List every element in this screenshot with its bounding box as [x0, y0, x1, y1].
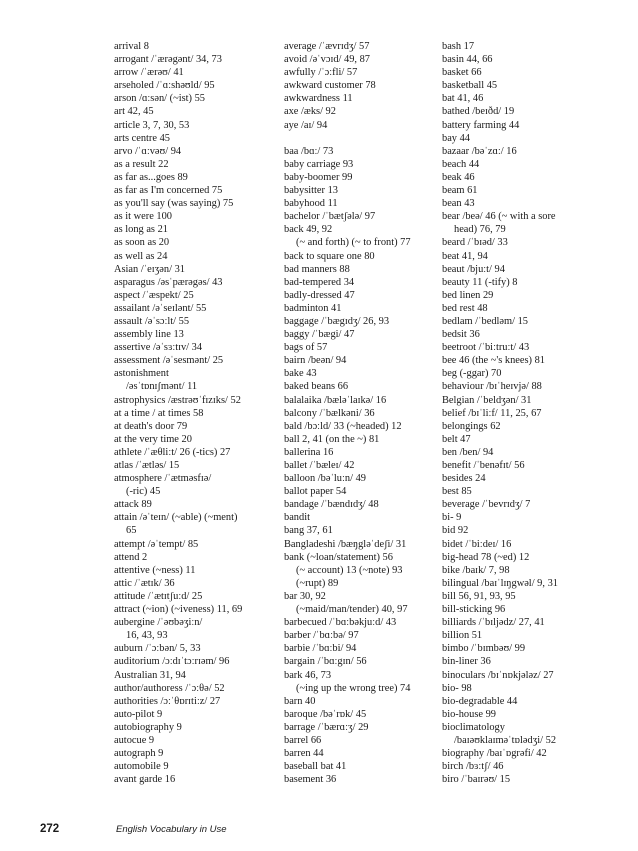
index-entry: baggy /ˈbægi/ 47	[284, 329, 355, 341]
index-entry: baa /bɑː/ 73	[284, 145, 334, 157]
index-entry: besides 24	[442, 473, 486, 485]
index-entry: beak 46	[442, 171, 475, 183]
index-entry: barren 44	[284, 748, 324, 760]
index-entry: benefit /ˈbenəfɪt/ 56	[442, 460, 525, 471]
index-entry: beach 44	[442, 158, 480, 170]
index-entry: arrival 8	[114, 41, 149, 52]
index-entry: bedsit 36	[442, 329, 480, 341]
index-entry: beam 61	[442, 185, 478, 197]
index-entry: birch /bɜːtʃ/ 46	[442, 761, 504, 773]
index-entry: as far as I'm concerned 75	[114, 185, 223, 197]
index-entry: awfully /ˈɔːfli/ 57	[284, 67, 358, 79]
index-entry: basement 36	[284, 774, 337, 786]
index-entry: automobile 9	[114, 761, 169, 773]
index-entry: barber /ˈbɑːbə/ 97	[284, 630, 359, 642]
index-entry: average /ˈævrɪdʒ/ 57	[284, 41, 370, 52]
index-entry: baby carriage 93	[284, 158, 354, 170]
index-entry: 16, 43, 93	[126, 630, 168, 642]
index-entry: babyhood 11	[284, 198, 338, 210]
index-entry: auditorium /ɔːdɪˈtɔːrɪəm/ 96	[114, 656, 230, 668]
index-entry: bald /bɔːld/ 33 (~headed) 12	[284, 420, 402, 432]
index-entry: balcony /ˈbælkəni/ 36	[284, 407, 375, 419]
index-entry: billion 51	[442, 630, 483, 642]
index-entry: (~ and forth) (~ to front) 77	[296, 237, 411, 249]
index-entry: as far as...goes 89	[114, 171, 188, 183]
index-entry: bags of 57	[284, 342, 328, 354]
index-entry: balalaika /bæləˈlaɪkə/ 16	[284, 394, 387, 406]
index-entry: bee 46 (the ~'s knees) 81	[442, 355, 545, 367]
index-entry: athlete /ˈæθliːt/ 26 (-tics) 27	[114, 446, 231, 458]
index-entry: as soon as 20	[114, 237, 170, 249]
index-entry: back to square one 80	[284, 250, 375, 262]
index-entry: bathed /beɪðd/ 19	[442, 106, 515, 118]
index-entry: baroque /bəˈrɒk/ 45	[284, 708, 367, 720]
index-entry: article 3, 7, 30, 53	[114, 119, 190, 131]
index-entry: assertive /əˈsɜːtɪv/ 34	[114, 342, 203, 354]
index-entry: as it were 100	[114, 211, 172, 223]
index-entry: bio-degradable 44	[442, 695, 518, 707]
index-entry: art 42, 45	[114, 106, 154, 118]
index-entry: basin 44, 66	[442, 54, 493, 66]
index-entry: balloon /bəˈluːn/ 49	[284, 473, 366, 485]
index-entry: (~rupt) 89	[296, 577, 339, 589]
index-entry: attic /ˈætɪk/ 36	[114, 577, 175, 589]
index-entry: barrage /ˈbærɑːʒ/ 29	[284, 721, 369, 733]
index-entry: /əsˈtɒnɪʃmənt/ 11	[126, 381, 198, 393]
page-footer	[40, 823, 600, 839]
index-entry: attend 2	[114, 551, 148, 563]
index-entry: bimbo /ˈbɪmbəʊ/ 99	[442, 643, 526, 655]
index-entry: ballet /ˈbæleɪ/ 42	[284, 460, 355, 471]
index-entry: belief /bɪˈliːf/ 11, 25, 67	[442, 407, 542, 419]
index-entry: atmosphere /ˈætməsfɪə/	[114, 473, 212, 485]
index-entry: bidet /ˈbiːdeɪ/ 16	[442, 538, 512, 550]
index-entry: 65	[126, 525, 137, 537]
index-entry: Bangladeshi /bæŋgləˈdeʃi/ 31	[284, 538, 407, 550]
index-entry: assembly line 13	[114, 329, 184, 341]
index-entry: badly-dressed 47	[284, 289, 355, 301]
index-entry: attack 89	[114, 499, 152, 511]
index-entry: bargain /ˈbɑːgɪn/ 56	[284, 656, 367, 668]
index-entry: as a result 22	[114, 158, 169, 170]
index-entry: bioclimatology	[442, 721, 505, 733]
index-entry: bairn /beən/ 94	[284, 355, 347, 367]
index-entry: arrow /ˈærəʊ/ 41	[114, 67, 184, 79]
index-entry: authorities /ɔːˈθɒrɪtiːz/ 27	[114, 695, 221, 707]
index-entry: bake 43	[284, 368, 317, 380]
index-entry: /baɪəʊklaɪməˈtɒlədʒi/ 52	[454, 734, 557, 746]
index-entry: behaviour /bɪˈheɪvjə/ 88	[442, 381, 542, 393]
index-entry: ballerina 16	[284, 446, 334, 458]
index-entry: author/authoress /ˈɔːθə/ 52	[114, 682, 225, 694]
index-entry: beard /ˈbɪəd/ 33	[442, 237, 508, 249]
index-entry: beg (-ggar) 70	[442, 368, 502, 380]
index-entry: ben /ben/ 94	[442, 446, 494, 458]
index-entry: at a time / at times 58	[114, 407, 204, 419]
index-entry: assailant /əˈseɪlənt/ 55	[114, 302, 207, 314]
index-entry: bean 43	[442, 198, 475, 210]
index-entry: barrel 66	[284, 734, 322, 746]
index-column-2	[284, 40, 449, 786]
index-entry: bio-house 99	[442, 708, 496, 720]
index-entry: bed rest 48	[442, 302, 488, 314]
index-entry: bazaar /bəˈzɑː/ 16	[442, 145, 517, 157]
index-entry: axe /æks/ 92	[284, 106, 336, 118]
index-entry: Asian /ˈeɪʒən/ 31	[114, 263, 185, 275]
index-entry: bin-liner 36	[442, 656, 491, 668]
index-entry: attempt /əˈtempt/ 85	[114, 538, 199, 550]
index-entry: autograph 9	[114, 748, 164, 760]
index-entry: atlas /ˈætləs/ 15	[114, 460, 180, 471]
index-entry: back 49, 92	[284, 224, 333, 236]
index-entry: barn 40	[284, 695, 316, 707]
index-entry: astrophysics /æstrəʊˈfɪzɪks/ 52	[114, 394, 241, 406]
index-entry: bank (~loan/statement) 56	[284, 551, 393, 563]
index-entry: (~maid/man/tender) 40, 97	[296, 604, 408, 616]
index-entry: astonishment	[114, 368, 169, 380]
index-entry: bear /beə/ 46 (~ with a sore	[442, 211, 556, 223]
index-entry: baby-boomer 99	[284, 171, 353, 183]
index-entry: ball 2, 41 (on the ~) 81	[284, 433, 380, 445]
index-entry: aubergine /ˈəʊbəʒiːn/	[114, 617, 203, 629]
index-entry: beverage /ˈbevrɪdʒ/ 7	[442, 499, 531, 511]
index-entry: asparagus /əsˈpærəgəs/ 43	[114, 276, 223, 288]
index-entry: attitude /ˈætɪtʃuːd/ 25	[114, 590, 203, 602]
index-entry: bike /baɪk/ 7, 98	[442, 564, 510, 576]
index-entry: barbecued /ˈbɑːbəkjuːd/ 43	[284, 617, 397, 629]
index-entry: badminton 41	[284, 302, 342, 314]
index-entry: avoid /əˈvɔɪd/ 49, 87	[284, 54, 370, 66]
index-entry: as long as 21	[114, 224, 168, 236]
index-entry: head) 76, 79	[454, 224, 506, 236]
index-entry: (~ account) 13 (~note) 93	[296, 564, 403, 576]
index-entry: awkward customer 78	[284, 80, 376, 92]
index-entry: assessment /əˈsesmənt/ 25	[114, 355, 224, 367]
index-entry: beaut /bjuːt/ 94	[442, 263, 505, 275]
index-entry: ballot paper 54	[284, 486, 347, 498]
page-number: 272	[40, 823, 60, 835]
index-entry: baseball bat 41	[284, 761, 347, 773]
index-entry: as you'll say (was saying) 75	[114, 198, 234, 210]
index-entry: auburn /ˈɔːbən/ 5, 33	[114, 643, 201, 655]
index-entry	[284, 132, 449, 145]
index-entry: bat 41, 46	[442, 93, 484, 105]
index-entry: attentive (~ness) 11	[114, 564, 196, 576]
index-entry: belt 47	[442, 433, 471, 445]
index-entry: basket 66	[442, 67, 482, 79]
index-entry: babysitter 13	[284, 185, 338, 197]
index-entry: bash 17	[442, 41, 475, 52]
index-entry: bark 46, 73	[284, 669, 332, 681]
index-entry: baked beans 66	[284, 381, 349, 393]
index-entry: biography /baɪˈɒgrəfi/ 42	[442, 748, 547, 760]
index-entry: big-head 78 (~ed) 12	[442, 551, 530, 563]
index-entry: bandit	[284, 512, 310, 524]
index-entry: attain /əˈteɪn/ (~able) (~ment)	[114, 512, 238, 524]
index-entry: bill-sticking 96	[442, 604, 506, 616]
index-entry: bang 37, 61	[284, 525, 333, 537]
index-entry: bill 56, 91, 93, 95	[442, 590, 516, 602]
index-entry: bio- 98	[442, 682, 472, 694]
index-entry: aspect /ˈæspekt/ 25	[114, 289, 194, 301]
index-entry: arvo /ˈɑːvəʊ/ 94	[114, 145, 182, 157]
index-entry: arson /ɑːsən/ (~ist) 55	[114, 93, 205, 105]
index-entry: bed linen 29	[442, 289, 494, 301]
index-entry: at the very time 20	[114, 433, 192, 445]
index-entry: autobiography 9	[114, 721, 182, 733]
index-entry: (-ric) 45	[126, 486, 161, 498]
index-column-1	[114, 40, 279, 786]
index-entry: bilingual /baɪˈlɪŋgwəl/ 9, 31	[442, 577, 558, 589]
index-entry: best 85	[442, 486, 472, 498]
index-entry: as well as 24	[114, 250, 168, 262]
index-entry: arrogant /ˈærəgənt/ 34, 73	[114, 54, 222, 66]
index-entry: bandage /ˈbændɪdʒ/ 48	[284, 499, 379, 511]
index-entry: Australian 31, 94	[114, 669, 186, 681]
index-entry: autocue 9	[114, 734, 155, 746]
index-entry: bad-tempered 34	[284, 276, 355, 288]
index-entry: aye /aɪ/ 94	[284, 119, 328, 131]
index-entry: barbie /ˈbɑːbi/ 94	[284, 643, 357, 655]
index-entry: basketball 45	[442, 80, 498, 92]
index-entry: bi- 9	[442, 512, 462, 524]
index-entry: (~ing up the wrong tree) 74	[296, 682, 411, 694]
index-entry: Belgian /ˈbeldʒən/ 31	[442, 394, 532, 406]
index-entry: awkwardness 11	[284, 93, 353, 105]
index-entry: bachelor /ˈbætʃələ/ 97	[284, 211, 376, 223]
index-entry: bay 44	[442, 132, 470, 144]
index-entry: bid 92	[442, 525, 469, 537]
index-entry: beauty 11 (-tify) 8	[442, 276, 518, 288]
index-entry: billiards /ˈbɪljədz/ 27, 41	[442, 617, 545, 629]
index-entry: bar 30, 92	[284, 590, 326, 602]
index-entry: arseholed /ˈɑːshəʊld/ 95	[114, 80, 215, 92]
index-entry: assault /əˈsɔːlt/ 55	[114, 315, 190, 327]
index-entry: beetroot /ˈbiːtruːt/ 43	[442, 342, 530, 354]
index-entry: belongings 62	[442, 420, 501, 432]
index-entry: biro /ˈbaɪrəʊ/ 15	[442, 774, 511, 786]
index-entry: arts centre 45	[114, 132, 170, 144]
index-entry: at death's door 79	[114, 420, 188, 432]
index-column-3	[442, 40, 612, 786]
index-entry: baggage /ˈbægɪdʒ/ 26, 93	[284, 315, 390, 327]
index-entry: avant garde 16	[114, 774, 176, 786]
index-entry: beat 41, 94	[442, 250, 488, 262]
index-entry: attract (~ion) (~iveness) 11, 69	[114, 604, 243, 616]
index-entry: auto-pilot 9	[114, 708, 163, 720]
index-entry: bad manners 88	[284, 263, 350, 275]
book-title: English Vocabulary in Use	[116, 824, 227, 835]
index-entry: bedlam /ˈbedləm/ 15	[442, 315, 528, 327]
index-entry: battery farming 44	[442, 119, 520, 131]
index-entry: binoculars /bɪˈnɒkjələz/ 27	[442, 669, 554, 681]
